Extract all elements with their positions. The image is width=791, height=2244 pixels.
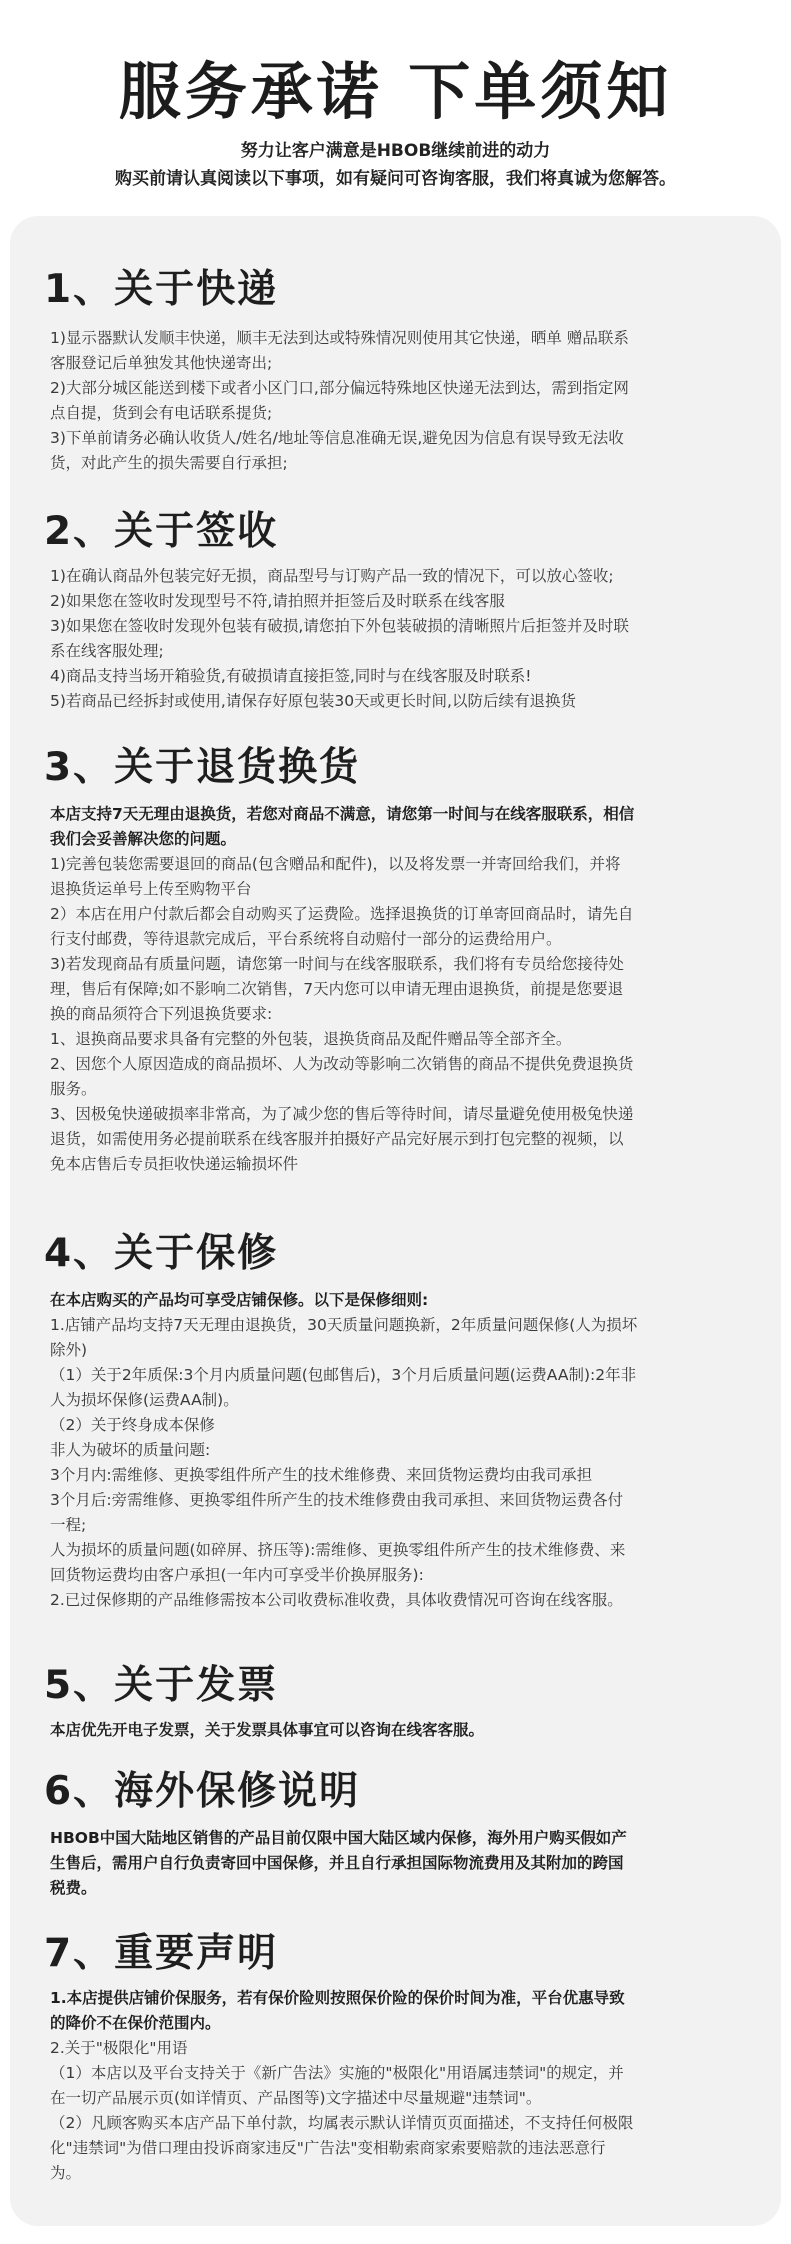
body-line-bold: 在本店购买的产品均可享受店铺保修。以下是保修细则:	[50, 1291, 429, 1309]
body-line: 2、因您个人原因造成的商品损坏、人为改动等影响二次销售的商品不提供免费退换货	[50, 1055, 634, 1073]
body-line: 化"违禁词"为借口理由投诉商家违反"广告法"变相勒索商家索要赔款的违法恶意行	[50, 2139, 606, 2157]
body-line-bold: 我们会妥善解决您的问题。	[50, 830, 237, 848]
body-line-bold: 生售后，需用户自行负责寄回中国保修，并且自行承担国际物流费用及其附加的跨国	[50, 1854, 624, 1872]
section-body-receipt	[50, 564, 750, 714]
body-line: 客服登记后单独发其他快递寄出;	[50, 354, 273, 372]
body-line: 系在线客服处理;	[50, 642, 164, 660]
body-line: 2)如果您在签收时发现型号不符,请拍照并拒签后及时联系在线客服	[50, 592, 505, 610]
section-title-declaration: 7、重要声明	[44, 1931, 279, 1976]
body-line: 5)若商品已经拆封或使用,请保存好原包装30天或更长时间,以防后续有退换货	[50, 692, 576, 710]
body-line: 非人为破坏的质量问题:	[50, 1441, 211, 1459]
body-line: 3)下单前请务必确认收货人/姓名/地址等信息准确无误,避免因为信息有误导致无法收	[50, 429, 624, 447]
body-line: 2）本店在用户付款后都会自动购买了运费险。选择退换货的订单寄回商品时，请先自	[50, 905, 634, 923]
body-line: 人为损坏保修(运费AA制)。	[50, 1391, 239, 1409]
body-line-bold: 税费。	[50, 1879, 97, 1897]
body-line-bold: 本店支持7天无理由退换货，若您对商品不满意，请您第一时间与在线客服联系，相信	[50, 805, 635, 823]
section-body-declaration	[50, 1986, 750, 2186]
section-body-delivery	[50, 326, 750, 476]
body-line: 1)在确认商品外包装完好无损，商品型号与订购产品一致的情况下，可以放心签收;	[50, 567, 614, 585]
body-line: 理，售后有保障;如不影响二次销售，7天内您可以申请无理由退换货，前提是您要退	[50, 980, 624, 998]
body-line: 除外)	[50, 1341, 88, 1359]
body-line: 1)完善包装您需要退回的商品(包含赠品和配件)，以及将发票一并寄回给我们，并将	[50, 855, 621, 873]
body-line: 2.关于"极限化"用语	[50, 2039, 188, 2057]
section-title-returns: 3、关于退货换货	[44, 745, 361, 790]
body-line: （2）凡顾客购买本店产品下单付款，均属表示默认详情页页面描述，不支持任何极限	[50, 2114, 634, 2132]
section-title-receipt: 2、关于签收	[44, 509, 279, 554]
body-line: 免本店售后专员拒收快递运输损坏件	[50, 1155, 299, 1173]
section-title-invoice: 5、关于发票	[44, 1663, 279, 1708]
body-line: 3个月内:需维修、更换零组件所产生的技术维修费、来回货物运费均由我司承担	[50, 1466, 593, 1484]
section-body-invoice	[50, 1718, 750, 1743]
body-line: 点自提，货到会有电话联系提货;	[50, 404, 273, 422]
body-line: 2)大部分城区能送到楼下或者小区门口,部分偏远特殊地区快递无法到达，需到指定网	[50, 379, 629, 397]
body-line-bold: HBOB中国大陆地区销售的产品目前仅限中国大陆区域内保修，海外用户购买假如产	[50, 1829, 627, 1847]
body-line: （1）本店以及平台支持关于《新广告法》实施的"极限化"用语属违禁词"的规定，并	[50, 2064, 624, 2082]
body-line: 退换货运单号上传至购物平台	[50, 880, 252, 898]
body-line: 3个月后:旁需维修、更换零组件所产生的技术维修费由我司承担、来回货物运费各付	[50, 1491, 624, 1509]
body-line: 2.已过保修期的产品维修需按本公司收费标准收费，具体收费情况可咨询在线客服。	[50, 1591, 623, 1609]
body-line: 在一切产品展示页(如详情页、产品图等)文字描述中尽量规避"违禁词"。	[50, 2089, 542, 2107]
body-line: 换的商品须符合下列退换货要求:	[50, 1005, 273, 1023]
body-line: 3、因极兔快递破损率非常高，为了减少您的售后等待时间，请尽量避免使用极兔快递	[50, 1105, 634, 1123]
body-line: 为。	[50, 2164, 82, 2182]
body-line: 1、退换商品要求具备有完整的外包装，退换货商品及配件赠品等全部齐全。	[50, 1030, 572, 1048]
section-title-delivery: 1、关于快递	[44, 267, 279, 312]
body-line: 货，对此产生的损失需要自行承担;	[50, 454, 288, 472]
body-line-bold: 本店优先开电子发票，关于发票具体事宜可以咨询在线客客服。	[50, 1721, 485, 1739]
body-line-bold: 的降价不在保价范围内。	[50, 2014, 221, 2032]
body-line: 3)如果您在签收时发现外包装有破损,请您拍下外包装破损的清晰照片后拒签并及时联	[50, 617, 629, 635]
subtitle-motto: 努力让客户满意是HBOB继续前进的动力	[240, 141, 551, 161]
subtitle-instructions: 购买前请认真阅读以下事项，如有疑问可咨询客服，我们将真诚为您解答。	[115, 169, 676, 189]
body-line: 退货，如需使用务必提前联系在线客服并拍摄好产品完好展示到打包完整的视频，以	[50, 1130, 624, 1148]
body-line: 行支付邮费，等待退款完成后，平台系统将自动赔付一部分的运费给用户。	[50, 930, 562, 948]
section-body-returns	[50, 802, 750, 1177]
body-line: 3)若发现商品有质量问题，请您第一时间与在线客服联系，我们将有专员给您接待处	[50, 955, 624, 973]
page-title: 服务承诺 下单须知	[118, 55, 673, 128]
body-line: 人为损坏的质量问题(如碎屏、挤压等):需维修、更换零组件所产生的技术维修费、来	[50, 1541, 626, 1559]
section-body-warranty	[50, 1288, 750, 1613]
body-line: 1)显示器默认发顺丰快递，顺丰无法到达或特殊情况则使用其它快递，晒单 赠品联系	[50, 329, 629, 347]
body-line: （1）关于2年质保:3个月内质量问题(包邮售后)，3个月后质量问题(运费AA制):2年非	[50, 1366, 637, 1384]
section-title-overseas: 6、海外保修说明	[44, 1769, 361, 1814]
section-title-warranty: 4、关于保修	[44, 1231, 279, 1276]
body-line: 4)商品支持当场开箱验货,有破损请直接拒签,同时与在线客服及时联系!	[50, 667, 532, 685]
body-line: （2）关于终身成本保修	[50, 1416, 215, 1434]
body-line: 一程;	[50, 1516, 87, 1534]
body-line: 服务。	[50, 1080, 97, 1098]
section-body-overseas	[50, 1826, 750, 1901]
body-line: 1.店铺产品均支持7天无理由退换货，30天质量问题换新，2年质量问题保修(人为损坏	[50, 1316, 638, 1334]
body-line: 回货物运费均由客户承担(一年内可享受半价换屏服务):	[50, 1566, 424, 1584]
body-line-bold: 1.本店提供店铺价保服务，若有保价险则按照保价险的保价时间为准，平台优惠导致	[50, 1989, 625, 2007]
